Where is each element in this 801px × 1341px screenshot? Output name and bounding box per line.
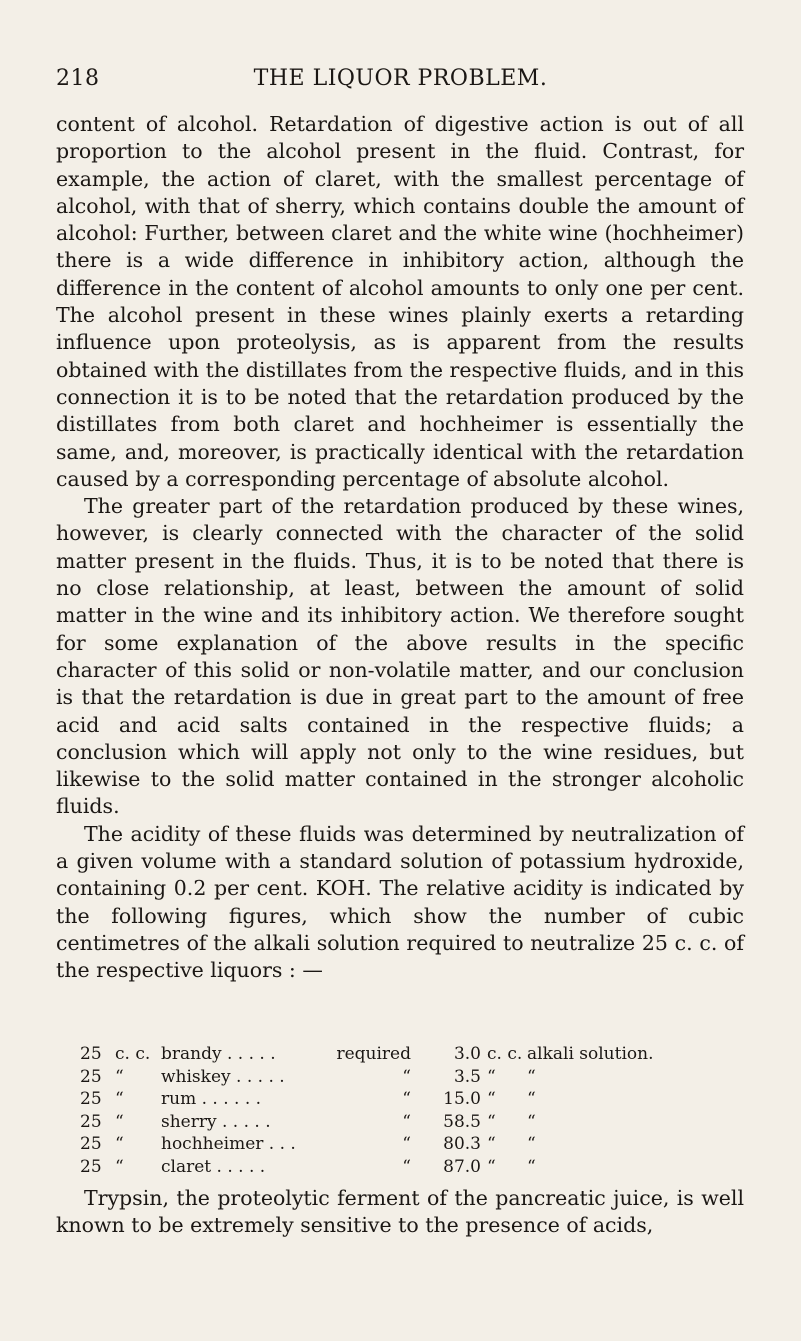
table-row [80,1111,750,1134]
table-cell-unit: “ [115,1089,124,1109]
table-cell-alkali: “ [527,1066,536,1087]
table-cell-cc: “ [487,1111,496,1132]
table-row [80,1088,750,1111]
table-cell-qty: 25 [80,1066,102,1087]
table-cell-required: “ [402,1066,411,1087]
table-cell-required: required [336,1044,411,1064]
table-cell-required: “ [402,1156,411,1177]
paragraph-3: The acidity of these fluids was determined by neutralization of a given volume with a standard solution of potassium hydroxide, containing 0.2 per cent. KOH. The relative acidity is indicated by the following figures, which show the number of cubic centimetres of the alkali solution required to neutralize 25 c. c. of the respective liquors : — [56,821,744,983]
table-cell-liquor: whiskey . . . . . [161,1066,285,1087]
paragraph-4: Trypsin, the proteolytic ferment of the pancreatic juice, is well known to be extremely sensitive to the presence of acids, [56,1186,744,1238]
table-cell-alkali: “ [527,1134,536,1154]
table-cell-required: “ [402,1134,411,1154]
table-cell-unit: “ [115,1111,124,1132]
body-text [56,111,744,985]
table-cell-liquor: sherry . . . . . [161,1111,271,1132]
running-title: THE LIQUOR PROBLEM. [253,66,548,91]
paragraph-2: The greater part of the retardation produced by these wines, however, is clearly connected with the character of the solid matter present in the fluids. Thus, it is to be noted that there is no close relationship, at least, between the amount of solid matter in the wine and its inhibitory action. We therefore sought for some explanation of the above results in the specific character of this solid or non-volatile matter, and our conclusion is that the retardation is due in great part to the amount of free acid and acid salts contained in the respective fluids; a conclusion which will apply not only to the wine residues, but likewise to the solid matter contained in the stronger alcoholic fluids. [56,494,744,819]
table-row [80,1043,750,1066]
paragraph-1: content of alcohol. Retardation of digestive action is out of all proportion to the alcohol present in the fluid. Contrast, for example, the action of claret, with the smallest percentage of alcohol, with that of sherry, which contains double the amount of alcohol: Further, between claret and the white wine (hochheimer) there is a wide difference in inhibitory action, although the difference in the content of alcohol amounts to only one per cent. The alcohol present in these wines plainly exerts a retarding influence upon proteolysis, as is apparent from the results obtained with the distillates from the respective fluids, and in this connection it is to be noted that the retardation produced by the distillates from both claret and hochheimer is essentially the same, and, moreover, is practically identical with the retardation caused by a corresponding percentage of absolute alcohol. [56,112,744,491]
table-cell-cc: “ [487,1134,496,1154]
closing-text [56,1185,744,1240]
table-cell-value: 3.0 [453,1044,481,1064]
table-cell-unit: c. c. [115,1044,151,1064]
running-head [56,66,745,96]
table-cell-qty: 25 [80,1134,102,1154]
acidity-table [80,1043,750,1178]
table-cell-value: 80.3 [443,1134,481,1154]
table-cell-alkali: “ [527,1111,536,1132]
table-cell-unit: “ [115,1134,124,1154]
table-cell-qty: 25 [80,1156,102,1177]
table-cell-cc: “ [487,1156,496,1177]
table-cell-required: “ [402,1089,411,1109]
table-cell-cc: c. c. [487,1044,523,1064]
table-cell-alkali: “ [527,1156,536,1177]
table-cell-alkali: alkali solution. [527,1044,654,1064]
table-cell-value: 15.0 [443,1089,481,1109]
table-cell-unit: “ [115,1156,124,1177]
table-cell-liquor: claret . . . . . [161,1156,266,1177]
table-cell-unit: “ [115,1066,124,1087]
table-cell-liquor: rum . . . . . . [161,1089,262,1109]
table-cell-liquor: brandy . . . . . [161,1044,276,1064]
table-cell-cc: “ [487,1089,496,1109]
table-row [80,1066,750,1089]
table-cell-required: “ [402,1111,411,1132]
table-cell-value: 58.5 [443,1111,481,1132]
table-cell-qty: 25 [80,1089,102,1109]
table-cell-cc: “ [487,1066,496,1087]
table-cell-qty: 25 [80,1044,102,1064]
page-number: 218 [56,66,100,91]
table-row [80,1133,750,1156]
table-cell-alkali: “ [527,1089,536,1109]
table-cell-liquor: hochheimer . . . [161,1134,296,1154]
table-cell-value: 87.0 [443,1156,481,1177]
table-cell-value: 3.5 [453,1066,481,1087]
table-cell-qty: 25 [80,1111,102,1132]
table-row [80,1156,750,1179]
